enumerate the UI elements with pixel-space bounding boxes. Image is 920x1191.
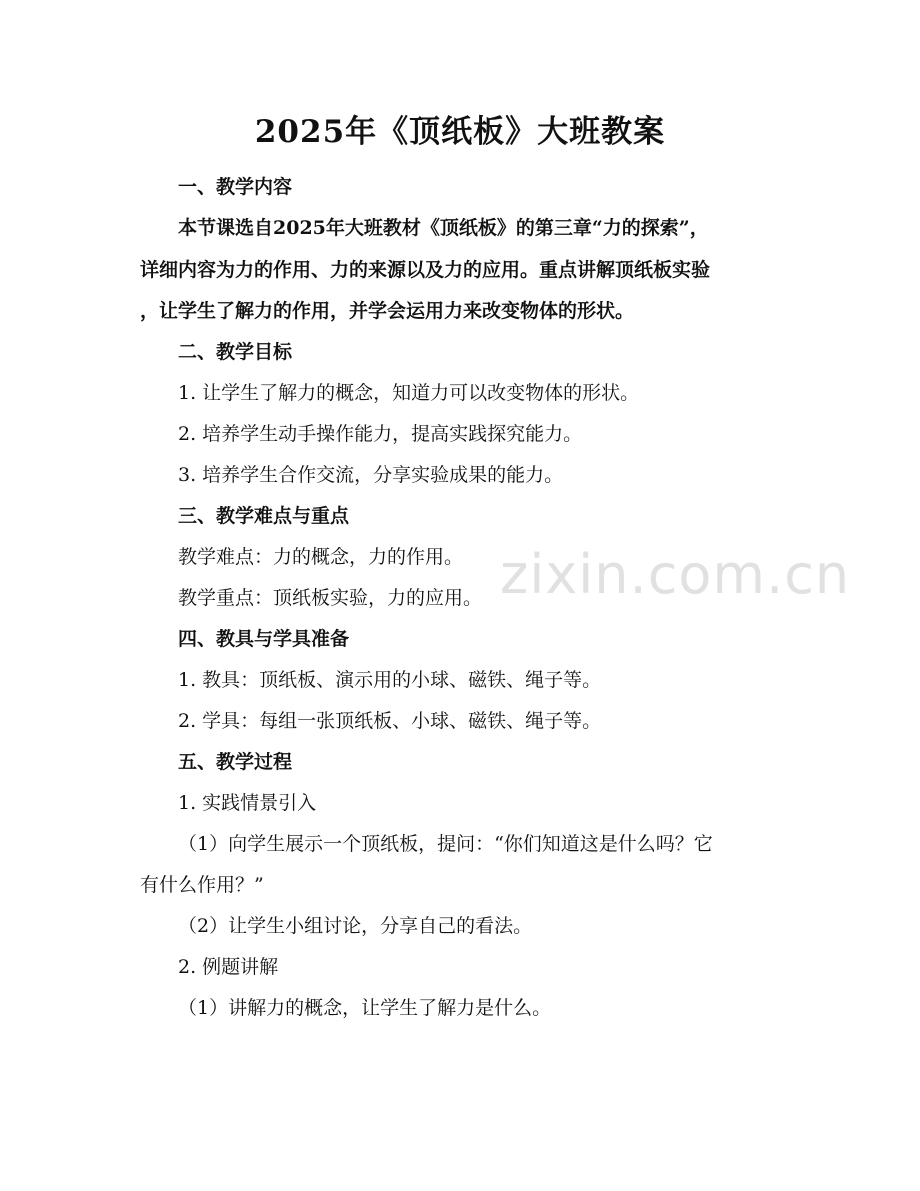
- list-item: 2. 学具：每组一张顶纸板、小球、磁铁、绳子等。: [178, 710, 602, 732]
- section-1-heading: 一、教学内容: [178, 176, 293, 198]
- section-5-heading: 五、教学过程: [178, 751, 293, 773]
- document-title: 2025年《顶纸板》大班教案: [254, 114, 666, 150]
- paragraph-line: 详细内容为力的作用、力的来源以及力的应用。重点讲解顶纸板实验: [140, 259, 711, 281]
- list-item: （1）向学生展示一个顶纸板，提问：“你们知道这是什么吗？它: [178, 833, 713, 855]
- list-item: 1. 让学生了解力的概念，知道力可以改变物体的形状。: [178, 382, 640, 404]
- subsection-heading: 2. 例题讲解: [178, 956, 279, 978]
- section-4-heading: 四、教具与学具准备: [178, 628, 350, 650]
- list-item-continuation: 有什么作用？”: [140, 874, 264, 896]
- watermark: zixin.com.cn: [500, 543, 851, 606]
- list-item: （2）让学生小组讨论，分享自己的看法。: [178, 915, 533, 937]
- list-item: 3. 培养学生合作交流，分享实验成果的能力。: [178, 464, 564, 486]
- paragraph-line: ，让学生了解力的作用，并学会运用力来改变物体的形状。: [140, 300, 635, 322]
- section-2-heading: 二、教学目标: [178, 341, 293, 363]
- subsection-heading: 1. 实践情景引入: [178, 792, 317, 814]
- paragraph-line: 本节课选自2025年大班教材《顶纸板》的第三章“力的探索”，: [178, 217, 709, 239]
- list-item: （1）讲解力的概念，让学生了解力是什么。: [178, 997, 552, 1019]
- list-item: 1. 教具：顶纸板、演示用的小球、磁铁、绳子等。: [178, 669, 602, 691]
- section-3-heading: 三、教学难点与重点: [178, 505, 350, 527]
- list-item: 2. 培养学生动手操作能力，提高实践探究能力。: [178, 423, 583, 445]
- key-point-line: 教学重点：顶纸板实验，力的应用。: [178, 587, 483, 609]
- difficulty-line: 教学难点：力的概念，力的作用。: [178, 546, 464, 568]
